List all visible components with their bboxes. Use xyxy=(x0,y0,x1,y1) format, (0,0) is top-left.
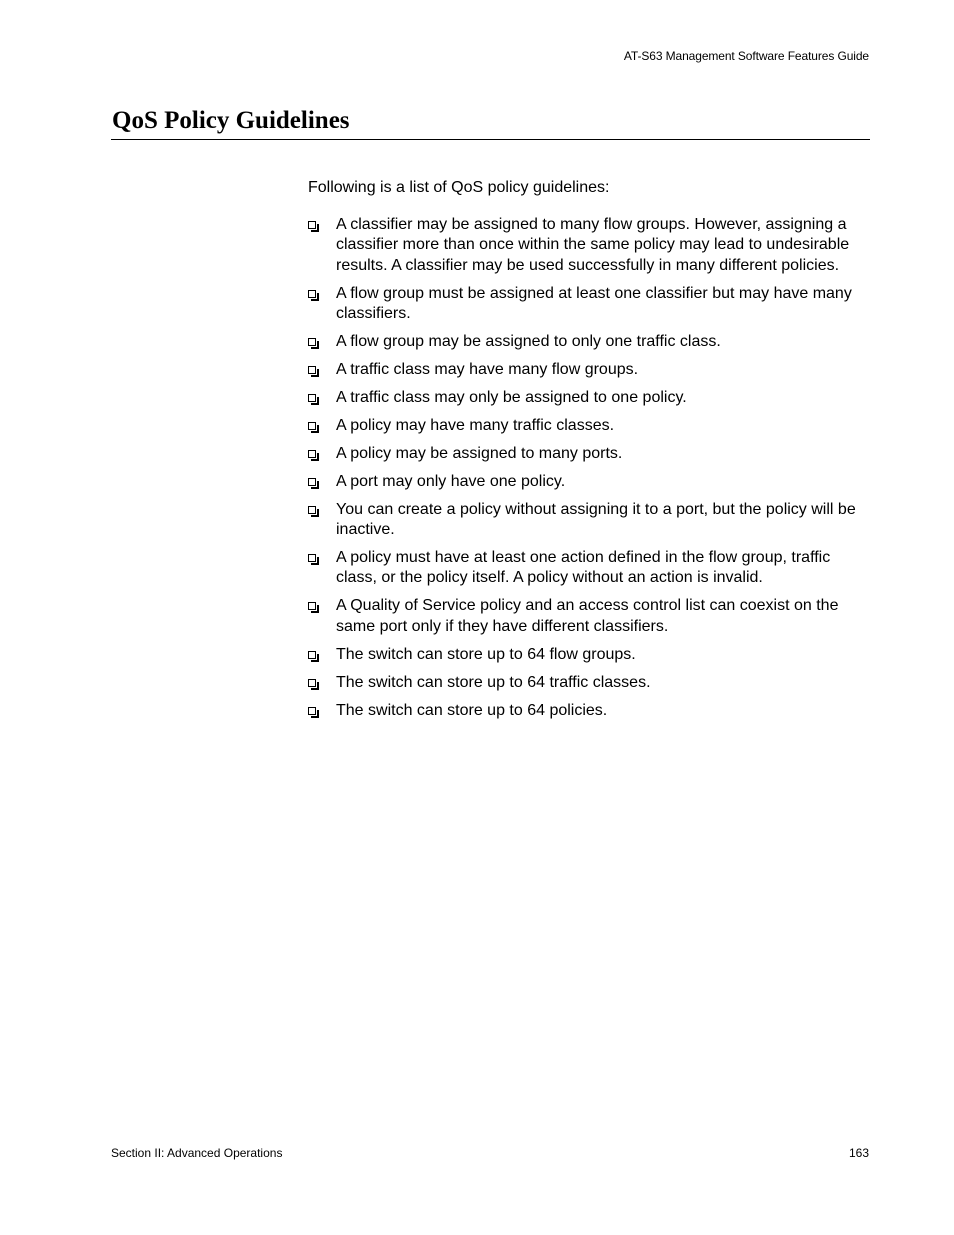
list-item xyxy=(308,701,870,721)
square-bullet-icon xyxy=(308,366,316,374)
list-item-text: The switch can store up to 64 traffic classes. xyxy=(336,673,651,691)
list-item xyxy=(308,673,870,693)
list-item-text: A policy may be assigned to many ports. xyxy=(336,444,623,462)
list-item xyxy=(308,472,870,492)
list-item xyxy=(308,645,870,665)
list-item-text: A policy may have many traffic classes. xyxy=(336,416,615,434)
list-item xyxy=(308,500,870,541)
list-item xyxy=(308,332,870,352)
list-item xyxy=(308,215,870,276)
square-bullet-icon xyxy=(308,394,316,402)
square-bullet-icon xyxy=(308,707,316,715)
list-item xyxy=(308,284,870,325)
square-bullet-icon xyxy=(308,554,316,562)
list-item-text: A Quality of Service policy and an access control list can coexist on the same port only if they have different classifiers. xyxy=(336,597,839,635)
list-item-text: The switch can store up to 64 policies. xyxy=(336,701,608,719)
list-item-text: A flow group must be assigned at least one classifier but may have many classifiers. xyxy=(336,284,852,322)
list-item-text: A classifier may be assigned to many flow groups. However, assigning a classifier more than once within the same policy may lead to undesirable results. A classifier may be used successfully in many different policies. xyxy=(336,216,850,274)
list-item-text: A port may only have one policy. xyxy=(336,472,566,490)
guidelines-list xyxy=(308,215,870,729)
square-bullet-icon xyxy=(308,422,316,430)
list-item-text: A policy must have at least one action defined in the flow group, traffic class, or the policy itself. A policy without an action is invalid. xyxy=(336,549,831,587)
square-bullet-icon xyxy=(308,290,316,298)
list-item-text: You can create a policy without assigning it to a port, but the policy will be inactive. xyxy=(336,500,856,539)
square-bullet-icon xyxy=(308,506,316,514)
square-bullet-icon xyxy=(308,450,316,458)
list-item-text: The switch can store up to 64 flow groups. xyxy=(336,645,636,663)
square-bullet-icon xyxy=(308,478,316,486)
page-title: QoS Policy Guidelines xyxy=(112,107,350,134)
footer-section: Section II: Advanced Operations xyxy=(111,1146,283,1160)
list-item xyxy=(308,596,870,637)
list-item xyxy=(308,548,870,589)
list-item xyxy=(308,444,870,464)
running-header: AT-S63 Management Software Features Guide xyxy=(623,49,869,63)
square-bullet-icon xyxy=(308,602,316,610)
page-number: 163 xyxy=(848,1146,869,1160)
list-item xyxy=(308,388,870,408)
intro-text: Following is a list of QoS policy guidelines: xyxy=(308,179,610,196)
list-item-text: A traffic class may only be assigned to one policy. xyxy=(336,388,687,406)
list-item-text: A traffic class may have many flow groups. xyxy=(336,360,639,378)
title-rule xyxy=(111,139,870,140)
square-bullet-icon xyxy=(308,651,316,659)
square-bullet-icon xyxy=(308,221,316,229)
list-item xyxy=(308,416,870,436)
square-bullet-icon xyxy=(308,338,316,346)
list-item-text: A flow group may be assigned to only one traffic class. xyxy=(336,332,721,350)
square-bullet-icon xyxy=(308,679,316,687)
list-item xyxy=(308,360,870,380)
